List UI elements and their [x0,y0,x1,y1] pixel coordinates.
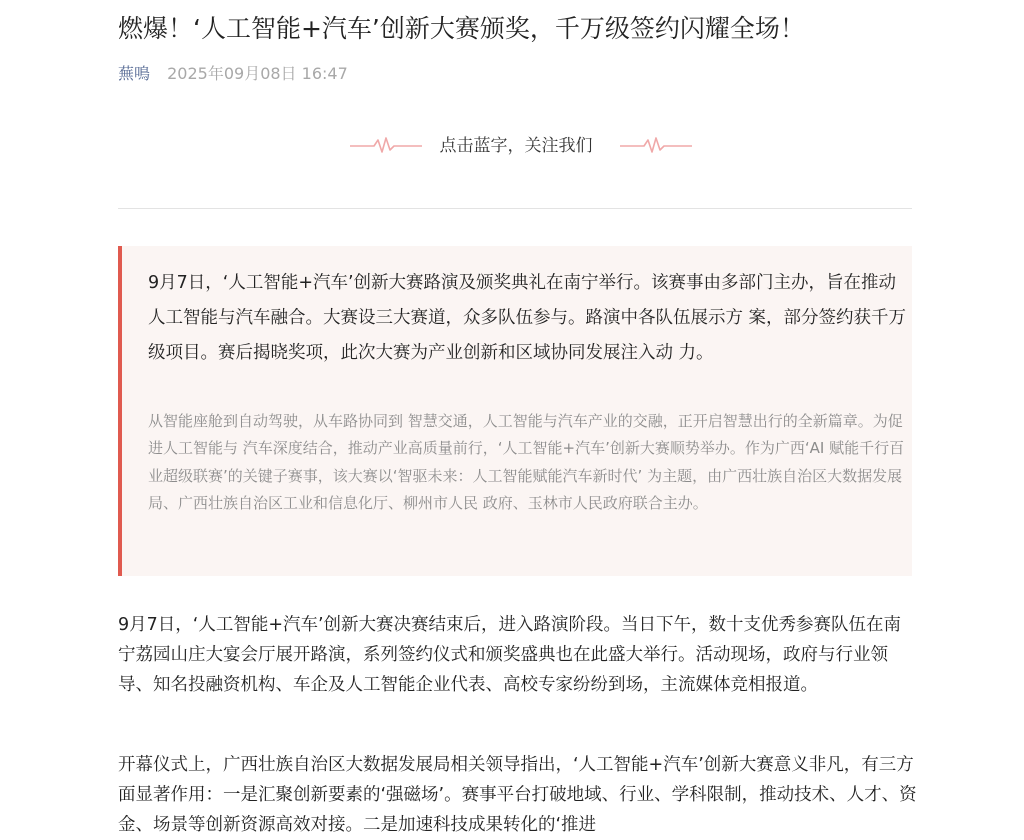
follow-prompt-text: 点击蓝字，关注我们 [439,136,593,156]
article-title: 燃爆！‘人工智能+汽车’创新大赛颁奖，千万级签约闪耀全场！ [118,14,805,43]
follow-banner[interactable] [118,128,912,164]
heartbeat-left-icon [350,136,422,156]
heartbeat-right-icon [620,136,692,156]
body-paragraph: 开幕仪式上，广西壮族自治区大数据发展局相关领导指出，‘人工智能+汽车’创新大赛意义非凡，有三方面显著作用：一是汇聚创新要素的‘强磁场’。赛事平台打破地域、行业、学科限制，推动技术、人才、资金、场景等创新资源高效对接。二是加速科技成果转化的‘推进 [118,755,917,835]
body-paragraph: 9月7日，‘人工智能+汽车’创新大赛决赛结束后，进入路演阶段。当日下午，数十支优秀参赛队伍在南宁荔园山庄大宴会厅展开路演，系列签约仪式和颁奖盛典也在此盛大举行。活动现场，政府与行业领导、知名投融资机构、车企及人工智能企业代表、高校专家纷纷到场，主流媒体竞相报道。 [118,615,902,695]
author-link[interactable]: 蕪鳴 [118,64,151,83]
article-meta [118,62,348,86]
summary-main-text: 9月7日，‘人工智能+汽车’创新大赛路演及颁奖典礼在南宁举行。该赛事由多部门主办，旨在推动人工智能与汽车融合。大赛设三大赛道，众多队伍参与。路演中各队伍展示方 案，部分签约获千万级项目。赛后揭晓奖项，此次大赛为产业创新和区域协同发展注入动 力。 [148,273,907,363]
publish-date: 2025年09月08日 16:47 [167,64,348,83]
summary-intro-text: 从智能座舱到自动驾驶，从车路协同到 智慧交通，人工智能与汽车产业的交融，正开启智慧出行的全新篇章。为促进人工智能与 汽车深度结合，推动产业高质量前行，‘人工智能+汽车’创新大赛顺势举办。作为广西‘AI 赋能千行百业超级联赛’的关键子赛事，该大赛以‘智驱未来：人工智能赋能汽车新时代’ 为主题，由广西壮族自治区大数据发展局、广西壮族自治区工业和信息化厅、柳州市人民 政府、玉林市人民政府联合主办。 [148,412,905,512]
section-divider [118,208,912,209]
summary-quote-box [118,246,912,576]
